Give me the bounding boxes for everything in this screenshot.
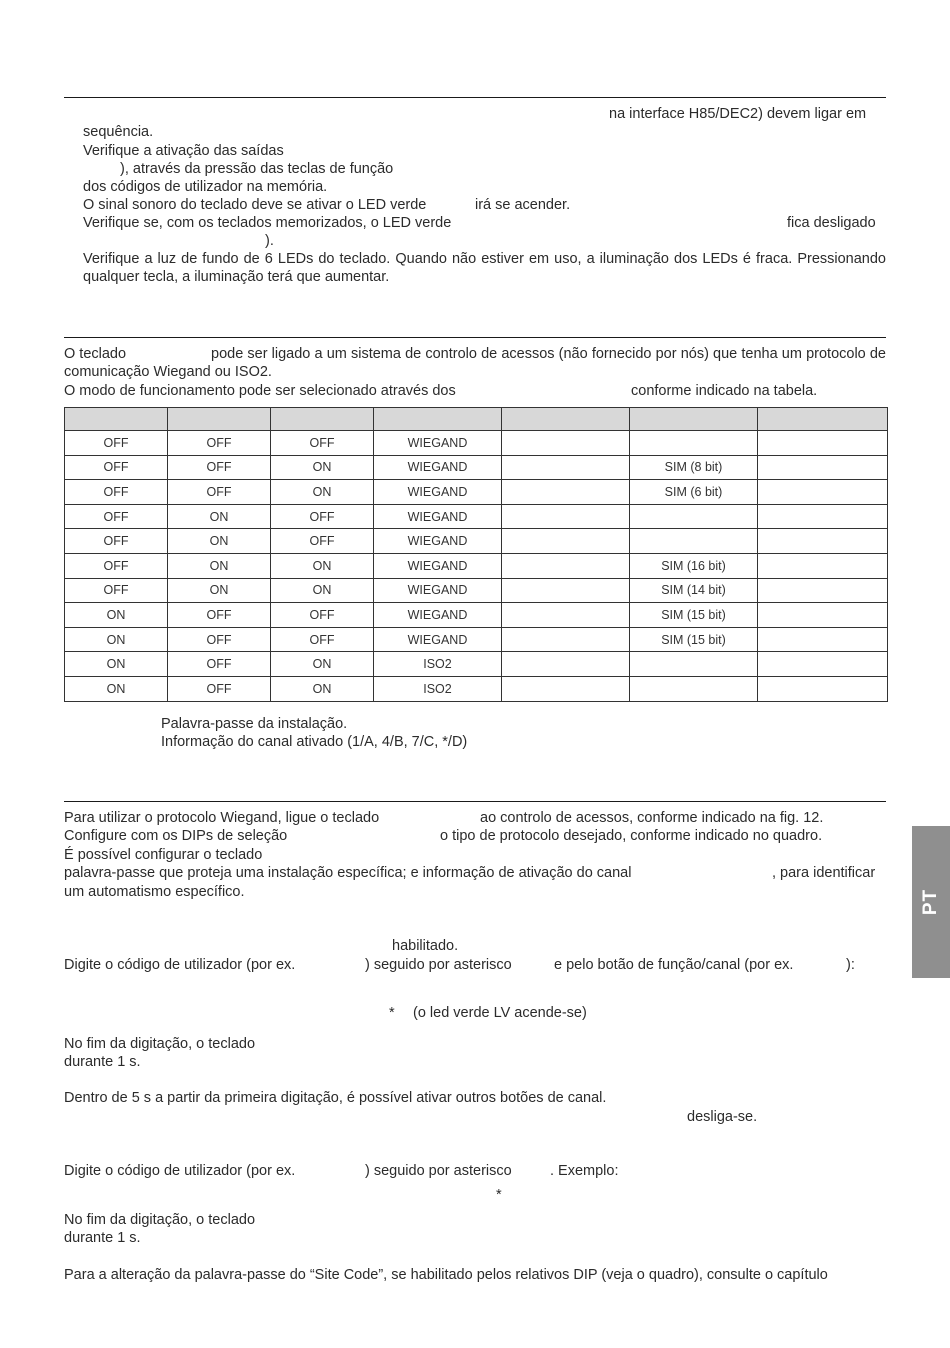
table-cell: WIEGAND <box>374 578 502 603</box>
table-cell <box>502 652 630 677</box>
asterisk-symbol: * <box>389 1005 395 1021</box>
text-line: na interface H85/DEC2) devem ligar em <box>609 106 867 122</box>
table-cell: SIM (8 bit) <box>630 455 758 480</box>
table-cell: OFF <box>271 504 374 529</box>
table-cell: WIEGAND <box>374 603 502 628</box>
table-cell <box>630 529 758 554</box>
text-line: Dentro de 5 s a partir da primeira digitação, é possível ativar outros botões de canal. <box>64 1090 607 1106</box>
table-header-cell <box>271 408 374 431</box>
text-line: ), através da pressão das teclas de função <box>120 161 394 177</box>
table-cell: OFF <box>168 627 271 652</box>
table-cell <box>758 676 888 701</box>
text-line: ) seguido por asterisco <box>365 957 512 973</box>
table-cell: ON <box>65 603 168 628</box>
table-header-cell <box>374 408 502 431</box>
language-tab <box>912 826 950 978</box>
table-cell <box>502 529 630 554</box>
table-cell <box>758 578 888 603</box>
table-header-row <box>65 408 888 431</box>
table-row <box>65 627 888 652</box>
text-line: ao controlo de acessos, conforme indicado na fig. 12. <box>480 810 824 826</box>
table-cell <box>502 455 630 480</box>
text-line: No fim da digitação, o teclado <box>64 1212 256 1228</box>
table-cell <box>502 603 630 628</box>
table-cell: OFF <box>168 603 271 628</box>
table-cell: SIM (15 bit) <box>630 627 758 652</box>
text-line: Verifique a ativação das saídas <box>83 143 284 159</box>
table-cell: OFF <box>168 431 271 456</box>
asterisk-symbol: * <box>496 1187 502 1203</box>
text-line: Digite o código de utilizador (por ex. <box>64 1163 296 1179</box>
table-header-cell <box>758 408 888 431</box>
table-cell: SIM (6 bit) <box>630 480 758 505</box>
table-cell: ON <box>271 553 374 578</box>
text-line: desliga-se. <box>687 1109 758 1125</box>
text-line: e pelo botão de função/canal (por ex. <box>554 957 794 973</box>
table-cell: ON <box>271 480 374 505</box>
table-cell: WIEGAND <box>374 431 502 456</box>
table-cell: OFF <box>168 652 271 677</box>
table-header-cell <box>168 408 271 431</box>
language-tab-label: PT <box>920 888 941 916</box>
table-cell: ON <box>168 504 271 529</box>
table-cell <box>502 578 630 603</box>
text-line: O teclado <box>64 346 127 362</box>
paragraph-intro: pode ser ligado a um sistema de controlo de acessos (não fornecido por nós) que tenha um protocolo de comunicação Wiegand ou ISO2. <box>64 346 886 380</box>
table-cell <box>758 627 888 652</box>
table-cell: OFF <box>168 480 271 505</box>
text-line: ): <box>846 957 855 973</box>
table-cell: ON <box>168 578 271 603</box>
table-cell <box>502 676 630 701</box>
table-cell <box>502 480 630 505</box>
text-line: Digite o código de utilizador (por ex. <box>64 957 296 973</box>
table-cell: WIEGAND <box>374 553 502 578</box>
text-line: Verifique se, com os teclados memorizados, o LED verde <box>83 215 452 231</box>
text-line: Para a alteração da palavra-passe do “Site Code”, se habilitado pelos relativos DIP (veja o quadro), consulte o capítulo <box>64 1267 828 1283</box>
table-cell: ON <box>271 455 374 480</box>
section-rule-1 <box>64 97 886 98</box>
table-cell: OFF <box>65 431 168 456</box>
table-cell: SIM (16 bit) <box>630 553 758 578</box>
text-line: (o led verde LV acende-se) <box>413 1005 587 1021</box>
table-cell: WIEGAND <box>374 455 502 480</box>
table-cell <box>758 480 888 505</box>
table-row <box>65 553 888 578</box>
table-cell: OFF <box>65 553 168 578</box>
table-cell: WIEGAND <box>374 627 502 652</box>
table-cell <box>758 504 888 529</box>
text-line: O sinal sonoro do teclado deve se ativar o LED verde <box>83 197 427 213</box>
text-line: durante 1 s. <box>64 1230 141 1246</box>
table-cell: OFF <box>168 455 271 480</box>
text-line: sequência. <box>83 124 154 140</box>
table-cell: ISO2 <box>374 652 502 677</box>
table-row <box>65 431 888 456</box>
table-row <box>65 652 888 677</box>
table-cell: ON <box>271 652 374 677</box>
text-line: dos códigos de utilizador na memória. <box>83 179 328 195</box>
text-line: conforme indicado na tabela. <box>631 383 818 399</box>
table-row <box>65 676 888 701</box>
table-header-cell <box>630 408 758 431</box>
table-cell: OFF <box>271 431 374 456</box>
table-cell: OFF <box>65 529 168 554</box>
table-cell: ON <box>168 553 271 578</box>
table-row <box>65 603 888 628</box>
table-header-cell <box>502 408 630 431</box>
section-rule-3 <box>64 801 886 802</box>
table-cell: ON <box>271 676 374 701</box>
table-cell <box>502 504 630 529</box>
table-cell <box>502 431 630 456</box>
text-line: durante 1 s. <box>64 1054 141 1070</box>
table-cell: ON <box>168 529 271 554</box>
table-cell: WIEGAND <box>374 504 502 529</box>
text-line: o tipo de protocolo desejado, conforme indicado no quadro. <box>440 828 823 844</box>
text-line: Configure com os DIPs de seleção <box>64 828 288 844</box>
table-cell <box>758 652 888 677</box>
table-row <box>65 480 888 505</box>
table-cell: ON <box>65 627 168 652</box>
table-cell <box>758 553 888 578</box>
text-line: . Exemplo: <box>550 1163 619 1179</box>
dip-mode-table <box>64 407 888 702</box>
text-line: ). <box>265 233 274 249</box>
table-cell <box>502 627 630 652</box>
section-rule-2 <box>64 337 886 338</box>
text-line: No fim da digitação, o teclado <box>64 1036 256 1052</box>
table-row <box>65 578 888 603</box>
table-cell: OFF <box>65 480 168 505</box>
table-cell <box>502 553 630 578</box>
table-cell <box>758 529 888 554</box>
table-header-cell <box>65 408 168 431</box>
table-cell: OFF <box>271 529 374 554</box>
table-cell: ON <box>271 578 374 603</box>
table-cell <box>630 652 758 677</box>
table-cell: OFF <box>65 578 168 603</box>
table-cell: OFF <box>65 504 168 529</box>
table-cell: OFF <box>168 676 271 701</box>
text-line: O modo de funcionamento pode ser selecionado através dos <box>64 383 456 399</box>
text-line: Para utilizar o protocolo Wiegand, ligue o teclado <box>64 810 380 826</box>
table-cell: SIM (14 bit) <box>630 578 758 603</box>
table-cell: WIEGAND <box>374 529 502 554</box>
paragraph-backlight: Verifique a luz de fundo de 6 LEDs do teclado. Quando não estiver em uso, a iluminação dos LEDs é fraca. Pressionando qualquer tecla, a iluminação terá que aumentar. <box>83 251 886 285</box>
text-line: , para identificar <box>772 865 876 881</box>
table-cell <box>630 431 758 456</box>
text-line: fica desligado <box>787 215 876 231</box>
table-cell: OFF <box>271 603 374 628</box>
table-cell <box>758 603 888 628</box>
table-cell: WIEGAND <box>374 480 502 505</box>
table-cell: ON <box>65 652 168 677</box>
text-line: ) seguido por asterisco <box>365 1163 512 1179</box>
table-note: Palavra-passe da instalação. <box>161 716 348 732</box>
table-row <box>65 455 888 480</box>
table-row <box>65 504 888 529</box>
table-row <box>65 529 888 554</box>
table-cell: ISO2 <box>374 676 502 701</box>
text-line: palavra-passe que proteja uma instalação específica; e informação de ativação do canal <box>64 865 632 881</box>
table-cell <box>630 676 758 701</box>
table-cell <box>630 504 758 529</box>
table-cell: OFF <box>271 627 374 652</box>
table-note: Informação do canal ativado (1/A, 4/B, 7/C, */D) <box>161 734 468 750</box>
text-line: habilitado. <box>392 938 459 954</box>
table-cell: OFF <box>65 455 168 480</box>
table-cell <box>758 431 888 456</box>
table-cell: SIM (15 bit) <box>630 603 758 628</box>
table-cell: ON <box>65 676 168 701</box>
text-line: É possível configurar o teclado <box>64 847 263 863</box>
table-cell <box>758 455 888 480</box>
text-line: um automatismo específico. <box>64 884 245 900</box>
text-line: irá se acender. <box>475 197 571 213</box>
